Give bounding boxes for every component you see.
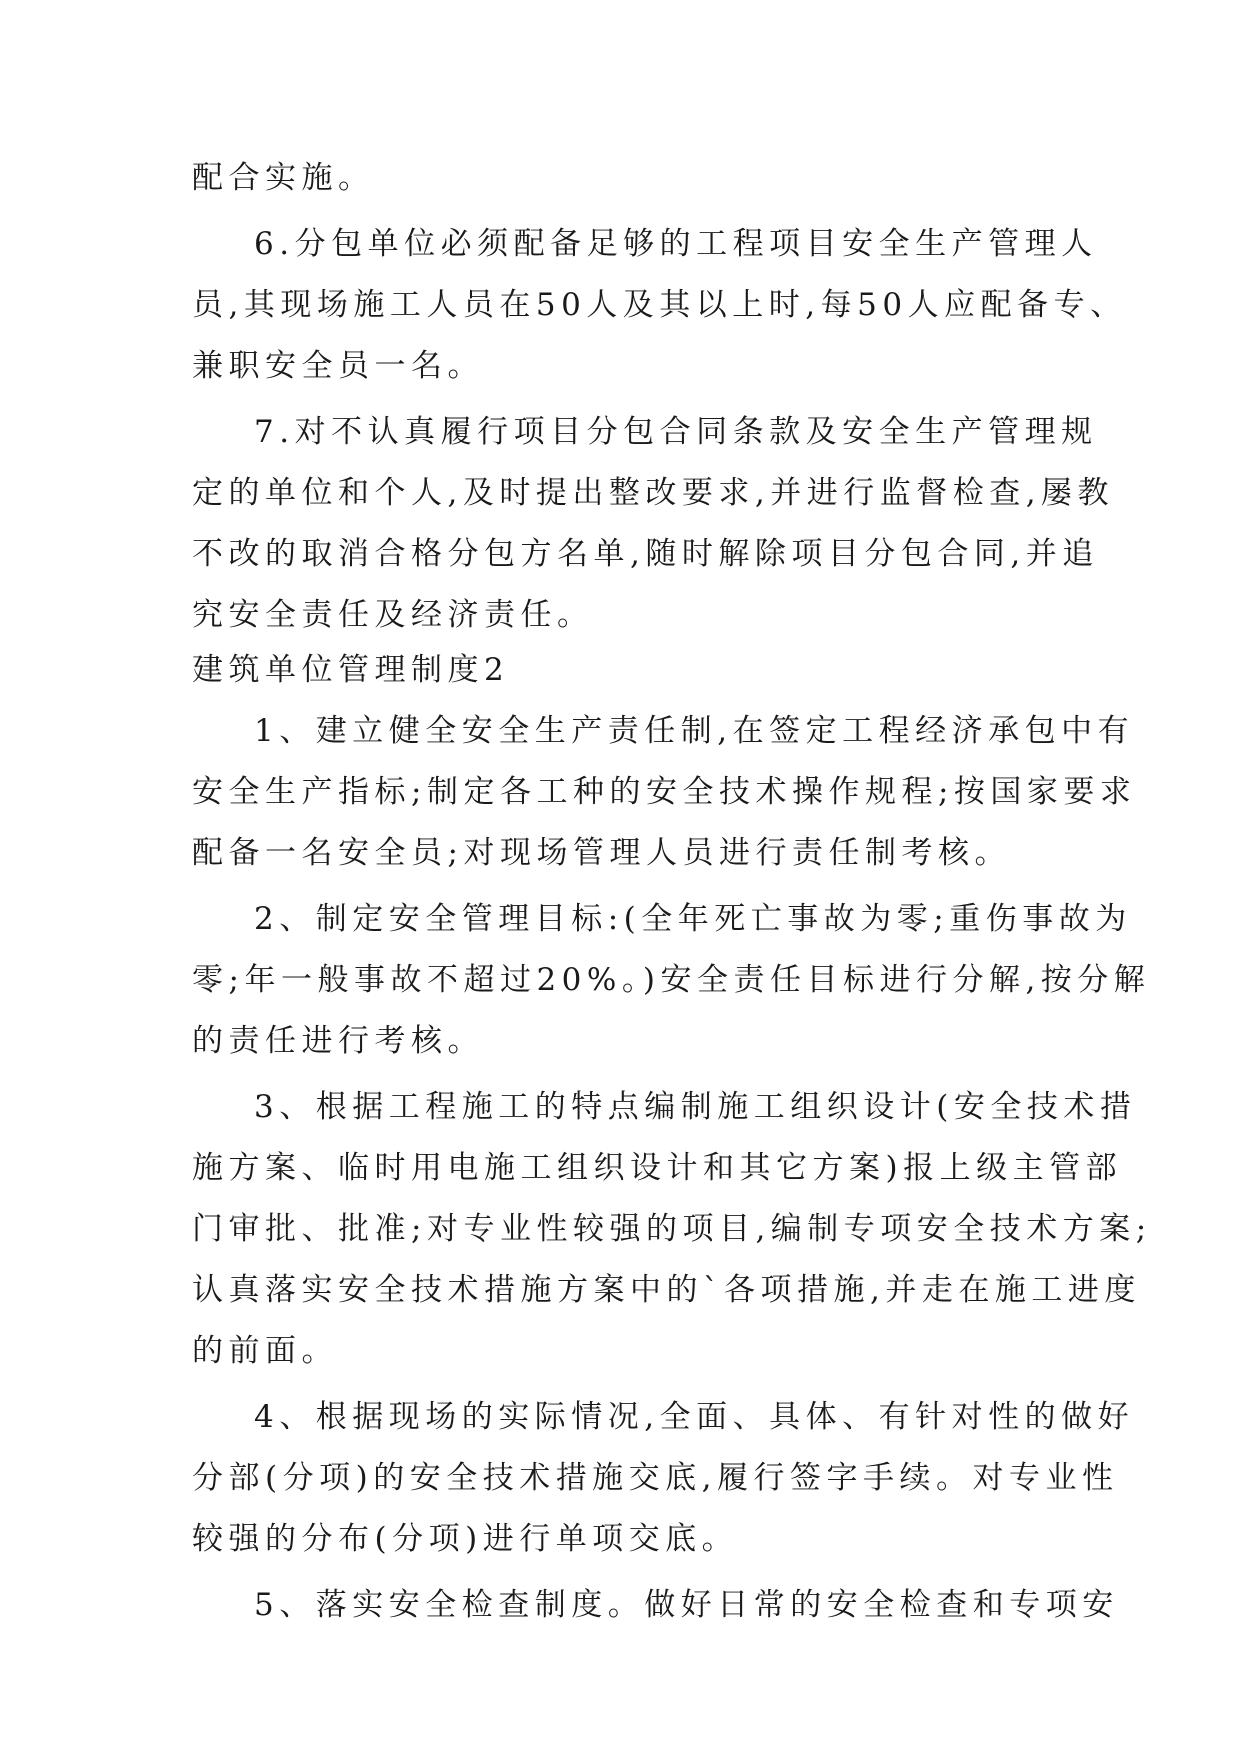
- text-line: 3、根据工程施工的特点编制施工组织设计(安全技术措: [254, 1089, 1137, 1125]
- paragraph-item-6: [192, 214, 1127, 397]
- text-line: 门审批、批准;对专业性较强的项目,编制专项安全技术方案;: [192, 1211, 1152, 1247]
- text-line: 兼职安全员一名。: [192, 348, 484, 384]
- text-line: 1、建立健全安全生产责任制,在签定工程经济承包中有: [254, 713, 1135, 749]
- text-line: 6.分包单位必须配备足够的工程项目安全生产管理人: [254, 226, 1098, 262]
- text-line: 5、落实安全检查制度。做好日常的安全检查和专项安: [254, 1587, 1119, 1623]
- text-line: 分部(分项)的安全技术措施交底,履行签字手续。对专业性: [192, 1460, 1119, 1496]
- text-line: 施方案、临时用电施工组织设计和其它方案)报上级主管部: [192, 1150, 1123, 1186]
- paragraph-item-7: [192, 402, 1115, 646]
- paragraph-rule-3: [192, 1077, 1152, 1382]
- section-heading: [192, 640, 1072, 701]
- text-line: 的前面。: [192, 1333, 338, 1369]
- heading-text: 建筑单位管理制度2: [192, 652, 510, 688]
- text-line: 安全生产指标;制定各工种的安全技术操作规程;按国家要求: [192, 774, 1137, 810]
- text-line: 究安全责任及经济责任。: [192, 597, 594, 633]
- paragraph-rule-2: [192, 889, 1151, 1072]
- text-line: 不改的取消合格分包方名单,随时解除项目分包合同,并追: [192, 536, 1099, 572]
- paragraph-continuation: [192, 148, 1072, 209]
- document-body: [192, 148, 1152, 1636]
- text-line: 2、制定安全管理目标:(全年死亡事故为零;重伤事故为: [254, 901, 1132, 937]
- text-line: 较强的分布(分项)进行单项交底。: [192, 1521, 739, 1557]
- paragraph-rule-4: [192, 1387, 1135, 1570]
- text-line: 配备一名安全员;对现场管理人员进行责任制考核。: [192, 835, 1011, 871]
- text-line: 定的单位和个人,及时提出整改要求,并进行监督检查,屡教: [192, 475, 1115, 511]
- paragraph-rule-1: [192, 701, 1137, 884]
- text-line: 员,其现场施工人员在50人及其以上时,每50人应配备专、: [192, 287, 1127, 323]
- paragraph-rule-5: [192, 1575, 1119, 1636]
- text-line: 配合实施。: [192, 160, 375, 196]
- text-line: 零;年一般事故不超过20%。)安全责任目标进行分解,按分解: [192, 962, 1151, 998]
- text-line: 7.对不认真履行项目分包合同条款及安全生产管理规: [254, 414, 1098, 450]
- text-line: 4、根据现场的实际情况,全面、具体、有针对性的做好: [254, 1399, 1135, 1435]
- text-line: 认真落实安全技术措施方案中的`各项措施,并走在施工进度: [192, 1272, 1141, 1308]
- text-line: 的责任进行考核。: [192, 1023, 484, 1059]
